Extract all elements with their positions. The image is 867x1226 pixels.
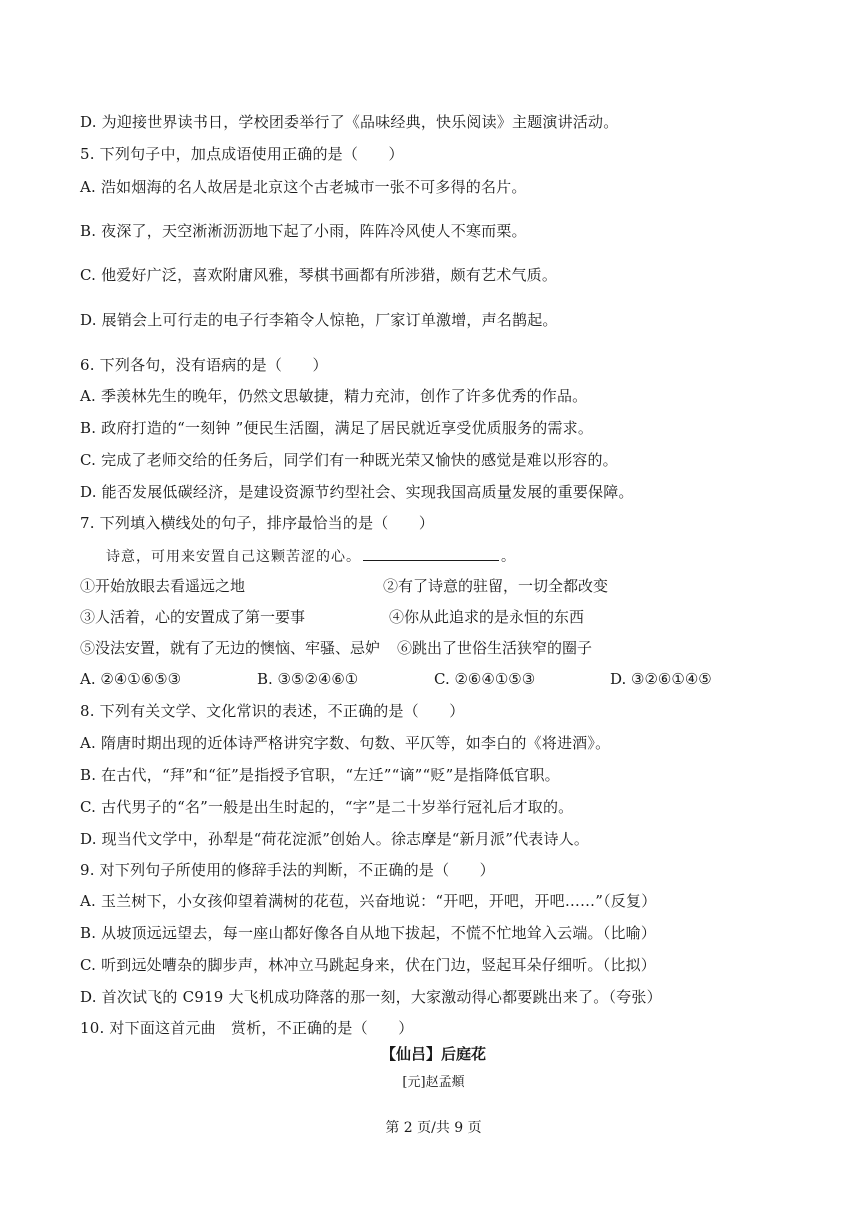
q9-stem: 9. 对下列句子所使用的修辞手法的判断，不正确的是（ ）: [80, 861, 495, 879]
poem-title: 【仙吕】后庭花: [380, 1045, 486, 1063]
q6-stem: 6. 下列各句，没有语病的是（ ）: [80, 356, 328, 374]
q7-stem: 7. 下列填入横线处的句子，排序最恰当的是（ ）: [80, 514, 435, 532]
q9-option-a: A. 玉兰树下，小女孩仰望着满树的花苞，兴奋地说：“开吧，开吧，开吧……”（反复）: [80, 892, 657, 910]
q9-option-b: B. 从坡顶远远望去，每一座山都好像各自从地下拔起，不慌不忙地耸入云端。（比喻）: [80, 924, 657, 942]
answer-blank: [363, 546, 499, 561]
q8-stem: 8. 下列有关文学、文化常识的表述，不正确的是（ ）: [80, 702, 465, 720]
q5-option-d: D. 展销会上可行走的电子行李箱令人惊艳，厂家订单激增，声名鹊起。: [80, 311, 558, 329]
page-number: 第 2 页/共 9 页: [385, 1120, 482, 1136]
q7-option-a: A. ②④①⑥⑤③: [80, 670, 182, 688]
q7-option-c: C. ②⑥④①⑤③: [434, 670, 536, 688]
q5-option-b: B. 夜深了，天空淅淅沥沥地下起了小雨，阵阵冷风使人不寒而栗。: [80, 222, 527, 240]
q7-passage: [106, 546, 516, 567]
q5-stem: 5. 下列句子中，加点成语使用正确的是（ ）: [80, 145, 404, 163]
q5-option-c: C. 他爱好广泛，喜欢附庸风雅，琴棋书画都有所涉猎，颇有艺术气质。: [80, 266, 558, 284]
q7-passage-end: 。: [501, 549, 516, 565]
q7-sentence-2: ②有了诗意的驻留，一切全都改变: [383, 577, 609, 595]
q7-sentence-4: ④你从此追求的是永恒的东西: [389, 608, 585, 626]
q7-sentence-5: ⑤没法安置，就有了无边的懊恼、牢骚、忌妒: [80, 639, 381, 657]
q6-option-c: C. 完成了老师交给的任务后，同学们有一种既光荣又愉快的感觉是难以形容的。: [80, 451, 618, 469]
q4-option-d: D. 为迎接世界读书日，学校团委举行了《品味经典，快乐阅读》主题演讲活动。: [80, 113, 619, 131]
q7-passage-text: 诗意，可用来安置自己这颗苦涩的心。: [106, 549, 361, 565]
q8-option-d: D. 现当代文学中，孙犁是“荷花淀派”创始人。徐志摩是“新月派”代表诗人。: [80, 830, 590, 848]
q6-option-b: B. 政府打造的“一刻钟 ”便民生活圈，满足了居民就近享受优质服务的需求。: [80, 419, 594, 437]
q10-stem: 10. 对下面这首元曲 赏析，不正确的是（ ）: [80, 1019, 414, 1037]
q7-option-b: B. ③⑤②④⑥①: [257, 670, 359, 688]
poem-author: [元]赵孟頫: [402, 1075, 465, 1090]
q9-option-d: D. 首次试飞的 C919 大飞机成功降落的那一刻，大家激动得心都要跳出来了。（夸张）: [80, 988, 662, 1006]
q6-option-a: A. 季羡林先生的晚年，仍然文思敏捷，精力充沛，创作了许多优秀的作品。: [80, 387, 588, 405]
q6-option-d: D. 能否发展低碳经济，是建设资源节约型社会、实现我国高质量发展的重要保障。: [80, 483, 634, 501]
q8-option-a: A. 隋唐时期出现的近体诗严格讲究字数、句数、平仄等，如李白的《将进酒》。: [80, 734, 611, 752]
q5-option-a: A. 浩如烟海的名人故居是北京这个古老城市一张不可多得的名片。: [80, 178, 527, 196]
q7-option-d: D. ③②⑥①④⑤: [610, 670, 712, 688]
q7-sentence-1: ①开始放眼去看遥远之地: [80, 577, 246, 595]
q7-sentence-3: ③人活着，心的安置成了第一要事: [80, 608, 306, 626]
q7-sentence-6: ⑥跳出了世俗生活狭窄的圈子: [397, 639, 593, 657]
q9-option-c: C. 听到远处嘈杂的脚步声，林冲立马跳起身来，伏在门边，竖起耳朵仔细听。（比拟）: [80, 956, 656, 974]
q8-option-b: B. 在古代，“拜”和“征”是指授予官职，“左迁”“谪”“贬”是指降低官职。: [80, 766, 560, 784]
q8-option-c: C. 古代男子的“名”一般是出生时起的，“字”是二十岁举行冠礼后才取的。: [80, 798, 574, 816]
